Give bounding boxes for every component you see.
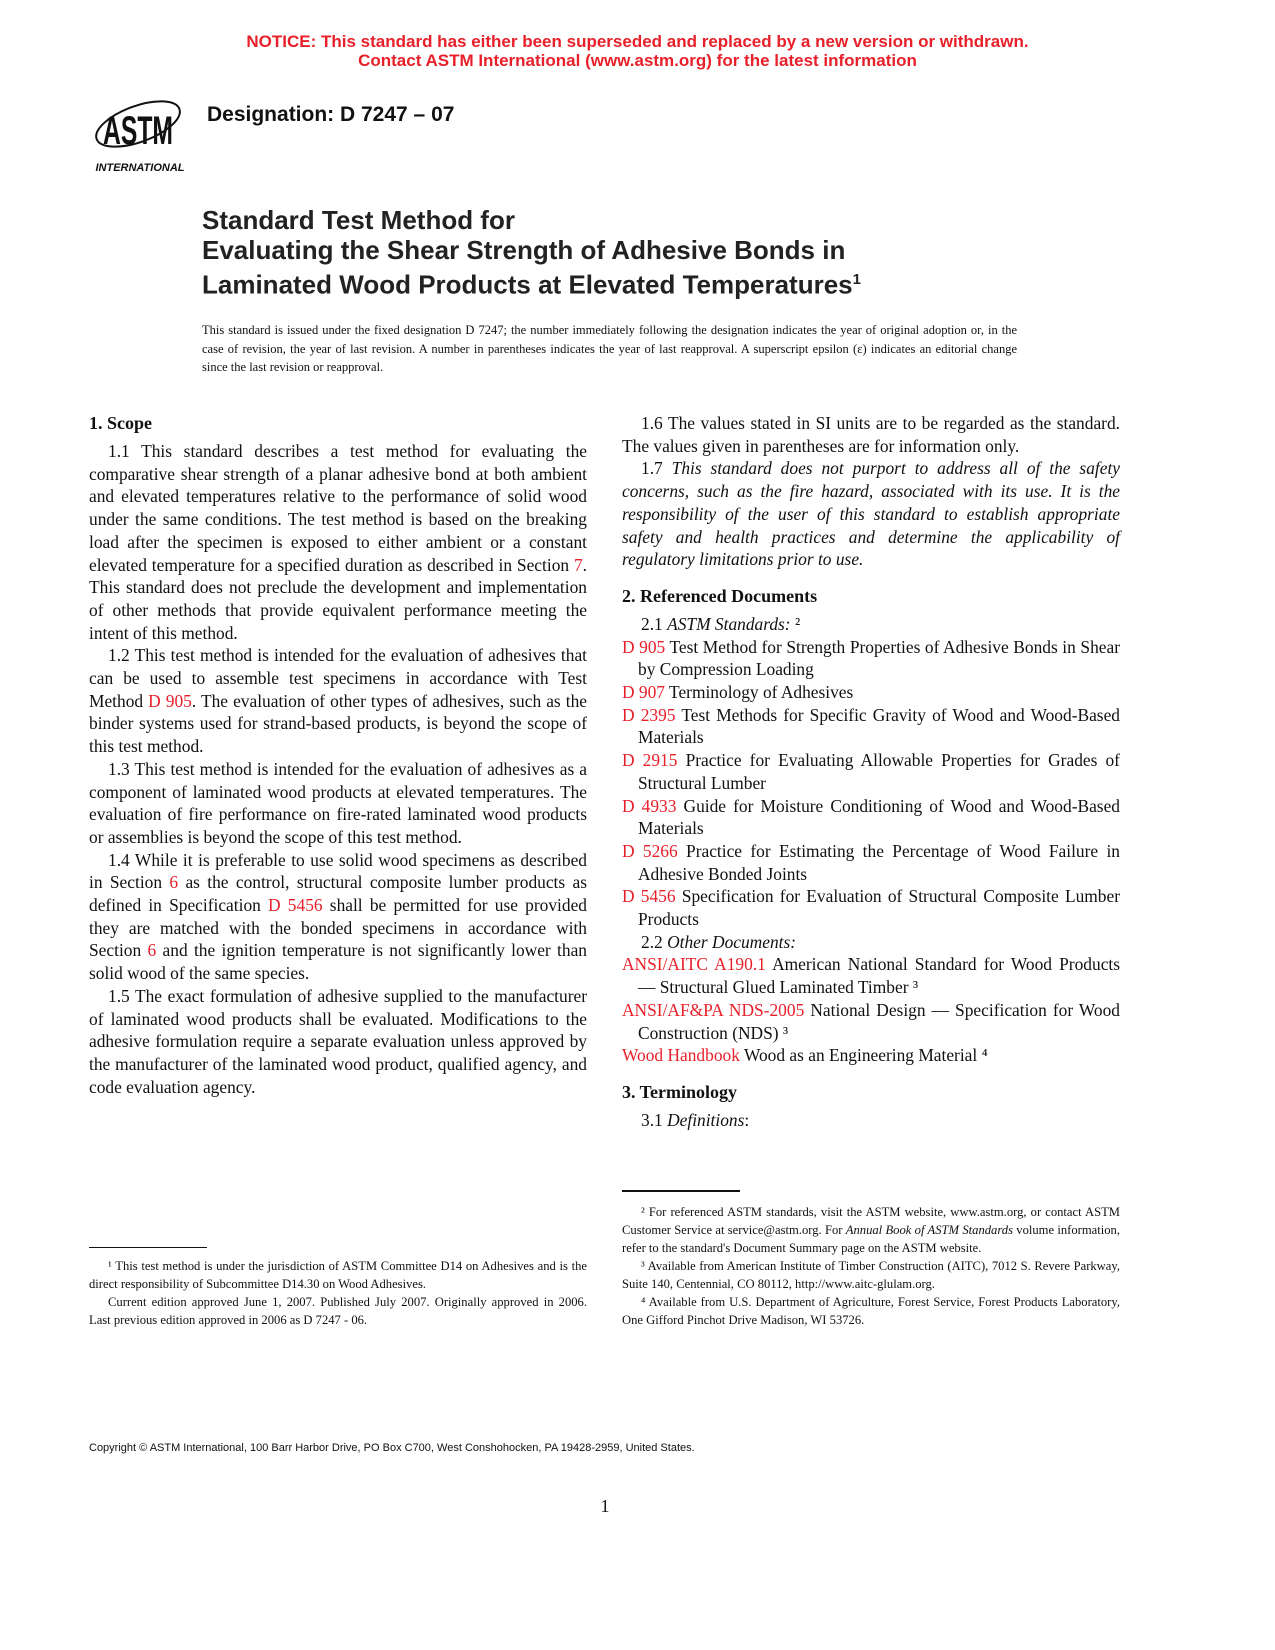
- text-segment: Terminology of Adhesives: [665, 682, 854, 703]
- text-segment: ²: [790, 613, 801, 634]
- left-column: [89, 412, 587, 1098]
- reference-item: [622, 953, 1120, 998]
- text-segment: 1.1 This standard describes a test method for evaluating the comparative shear strength of a planar adhesive bond at both ambient and elevated temperatures relative to the performance of solid wood under the same conditions. The test method is based on the breaking load after the specimen is exposed to either ambient or a constant elevated temperature for a specified duration as described in Section: [89, 441, 587, 575]
- reference-link[interactable]: D 2915: [622, 750, 678, 771]
- text-segment: Annual Book of ASTM Standards: [845, 1223, 1013, 1237]
- paragraph: [89, 758, 587, 849]
- svg-text:INTERNATIONAL: INTERNATIONAL: [95, 162, 185, 174]
- reference-item: [622, 636, 1120, 681]
- copyright: Copyright © ASTM International, 100 Barr Harbor Drive, PO Box C700, West Conshohocken, PA 19428-2959, United States.: [89, 1442, 695, 1454]
- reference-item: [622, 749, 1120, 794]
- text-segment: 1.3 This test method is intended for the evaluation of adhesives as a component of laminated wood products at elevated temperatures. The evaluation of fire performance on fire-rated laminated wood products or assemblies is beyond the scope of this test method.: [89, 758, 587, 847]
- text-segment: . This standard does not preclude the development and implementation of other methods that provide equivalent performance meeting the intent of this method.: [89, 554, 587, 643]
- text-segment: National Design — Specification for Wood Construction (NDS) ³: [638, 999, 1121, 1043]
- reference-link[interactable]: Wood Handbook: [622, 1045, 740, 1066]
- reference-item: [622, 999, 1120, 1044]
- title-footnote-mark: 1: [852, 271, 861, 288]
- right-column: [622, 412, 1120, 1132]
- title-line-2: Evaluating the Shear Strength of Adhesive Bonds in: [202, 235, 846, 265]
- reference-link[interactable]: D 5266: [622, 840, 678, 861]
- reference-item: [622, 885, 1120, 930]
- text-segment: ² For referenced ASTM standards, visit the ASTM website, www.astm.org, or contact ASTM Customer Service at service@astm.org. For: [622, 1205, 1120, 1237]
- reference-link[interactable]: 6: [147, 940, 157, 961]
- footnote-divider-left: [89, 1247, 207, 1248]
- footnote: [622, 1203, 1120, 1257]
- reference-link[interactable]: 7: [573, 554, 583, 575]
- text-segment: 1.6 The values stated in SI units are to be regarded as the standard. The values given in parentheses are for information only.: [622, 413, 1120, 456]
- paragraph: [622, 613, 1120, 636]
- designation: Designation: D 7247 – 07: [207, 103, 455, 126]
- text-segment: This standard does not purport to address all of the safety concerns, such as the fire hazard, associated with its use. It is the responsibility of the user of this standard to establish appropriate safety and health practices and determine the applicability of regulatory limitations prior to use.: [622, 458, 1120, 570]
- reference-link[interactable]: D 905: [148, 690, 192, 711]
- text-segment: Test Methods for Specific Gravity of Wood and Wood-Based Materials: [638, 704, 1120, 748]
- text-segment: Definitions: [667, 1109, 745, 1130]
- text-segment: American National Standard for Wood Products — Structural Glued Laminated Timber ³: [638, 954, 1121, 998]
- footnotes-right: [622, 1203, 1120, 1329]
- footnote-divider-right: [622, 1190, 740, 1192]
- text-segment: ⁴ Available from U.S. Department of Agriculture, Forest Service, Forest Products Laboratory, One Gifford Pinchot Drive Madison, WI 53726.: [622, 1295, 1120, 1327]
- title-line-3: Laminated Wood Products at Elevated Temperatures: [202, 269, 853, 300]
- document-title: [202, 205, 861, 300]
- text-segment: Practice for Estimating the Percentage of Wood Failure in Adhesive Bonded Joints: [638, 840, 1120, 884]
- reference-link[interactable]: D 2395: [622, 704, 676, 725]
- reference-link[interactable]: D 5456: [268, 895, 323, 916]
- text-segment: volume information, refer to the standard's Document Summary page on the ASTM website.: [622, 1223, 1120, 1255]
- title-line-1: Standard Test Method for: [202, 205, 515, 235]
- svg-text:ASTM: ASTM: [103, 109, 173, 153]
- astm-logo-icon: [92, 86, 188, 176]
- footnote: [622, 1293, 1120, 1329]
- text-segment: 1.5 The exact formulation of adhesive supplied to the manufacturer of laminated wood products shall be evaluated. Modifications to the adhesive formulation require a separate evaluation unless approved by the manufacturer of the laminated wood product, qualified agency, and code evaluation agency.: [89, 985, 587, 1097]
- paragraph: [89, 644, 587, 758]
- text-segment: Other Documents:: [667, 931, 797, 952]
- text-segment: Current edition approved June 1, 2007. Published July 2007. Originally approved in 2006. Last previous edition approved in 2006 as D 7247 - 06.: [89, 1295, 587, 1327]
- text-segment: Practice for Evaluating Allowable Properties for Grades of Structural Lumber: [638, 750, 1120, 793]
- reference-link[interactable]: D 5456: [622, 886, 676, 907]
- section-heading: 2. Referenced Documents: [622, 585, 818, 606]
- text-segment: 1.2 This test method is intended for the evaluation of adhesives that can be used to assemble test specimens in accordance with Test Method: [89, 645, 587, 711]
- text-segment: Guide for Moisture Conditioning of Wood and Wood-Based Materials: [638, 795, 1120, 839]
- section-heading: 3. Terminology: [622, 1081, 738, 1102]
- text-segment: 2.1: [641, 613, 668, 634]
- text-segment: Test Method for Strength Properties of Adhesive Bonds in Shear by Compression Loading: [638, 636, 1121, 680]
- reference-link[interactable]: ANSI/AITC A190.1: [622, 954, 766, 975]
- text-segment: shall be permitted for use provided they are matched with the bonded specimens in accordance with Section: [89, 895, 587, 961]
- footnotes-left: [89, 1257, 587, 1329]
- section-heading: 1. Scope: [89, 413, 152, 433]
- footnote: [89, 1257, 587, 1293]
- notice-line-1: NOTICE: This standard has either been superseded and replaced by a new version or withdrawn.: [246, 32, 1029, 51]
- paragraph: [89, 849, 587, 985]
- text-segment: Wood as an Engineering Material ⁴: [739, 1045, 988, 1066]
- reference-link[interactable]: D 4933: [622, 795, 677, 816]
- notice-line-2: Contact ASTM International (www.astm.org) for the latest information: [358, 51, 917, 70]
- reference-link[interactable]: 6: [169, 872, 179, 893]
- text-segment: ASTM Standards:: [667, 613, 791, 634]
- text-segment: ¹ This test method is under the jurisdiction of ASTM Committee D14 on Adhesives and is the direct responsibility of Subcommittee D14.30 on Wood Adhesives.: [89, 1259, 587, 1291]
- paragraph: [89, 985, 587, 1099]
- reference-link[interactable]: ANSI/AF&PA NDS-2005: [622, 999, 805, 1020]
- reference-item: [622, 704, 1120, 749]
- reference-item: [622, 840, 1120, 885]
- text-segment: 2.2: [641, 931, 668, 952]
- footnote: [622, 1257, 1120, 1293]
- reference-link[interactable]: D 907: [622, 682, 665, 703]
- paragraph: [622, 931, 1120, 954]
- paragraph: [622, 457, 1120, 571]
- footnote: [89, 1293, 587, 1329]
- reference-item: [622, 681, 1120, 704]
- issuance-note: This standard is issued under the fixed designation D 7247; the number immediately following the designation indicates the year of original adoption or, in the case of revision, the year of last revision. A number in parentheses indicates the year of last reapproval. A superscript epsilon (ε) indicates an editorial change since the last revision or reapproval.: [202, 323, 1017, 374]
- paragraph: [622, 412, 1120, 457]
- text-segment: 1.4 While it is preferable to use solid wood specimens as described in Section: [89, 849, 587, 893]
- reference-item: [622, 1044, 1120, 1067]
- paragraph: [622, 1109, 1120, 1132]
- paragraph: [89, 440, 587, 644]
- text-segment: and the ignition temperature is not significantly lower than solid wood of the same species.: [89, 940, 587, 984]
- text-segment: . The evaluation of other types of adhesives, such as the binder systems used for strand-based products, is beyond the scope of this test method.: [89, 690, 587, 757]
- reference-item: [622, 795, 1120, 840]
- page-number: 1: [600, 1496, 610, 1516]
- notice-banner: [0, 32, 1275, 70]
- text-segment: 1.7: [641, 458, 672, 479]
- reference-link[interactable]: D 905: [622, 636, 666, 657]
- text-segment: :: [744, 1109, 750, 1130]
- text-segment: 3.1: [641, 1109, 668, 1130]
- text-segment: as the control, structural composite lumber products as defined in Specification: [89, 872, 587, 916]
- text-segment: Specification for Evaluation of Structural Composite Lumber Products: [638, 886, 1120, 930]
- text-segment: ³ Available from American Institute of Timber Construction (AITC), 7012 S. Revere Parkway, Suite 140, Centennial, CO 80112, http://www.aitc-glulam.org.: [622, 1259, 1120, 1291]
